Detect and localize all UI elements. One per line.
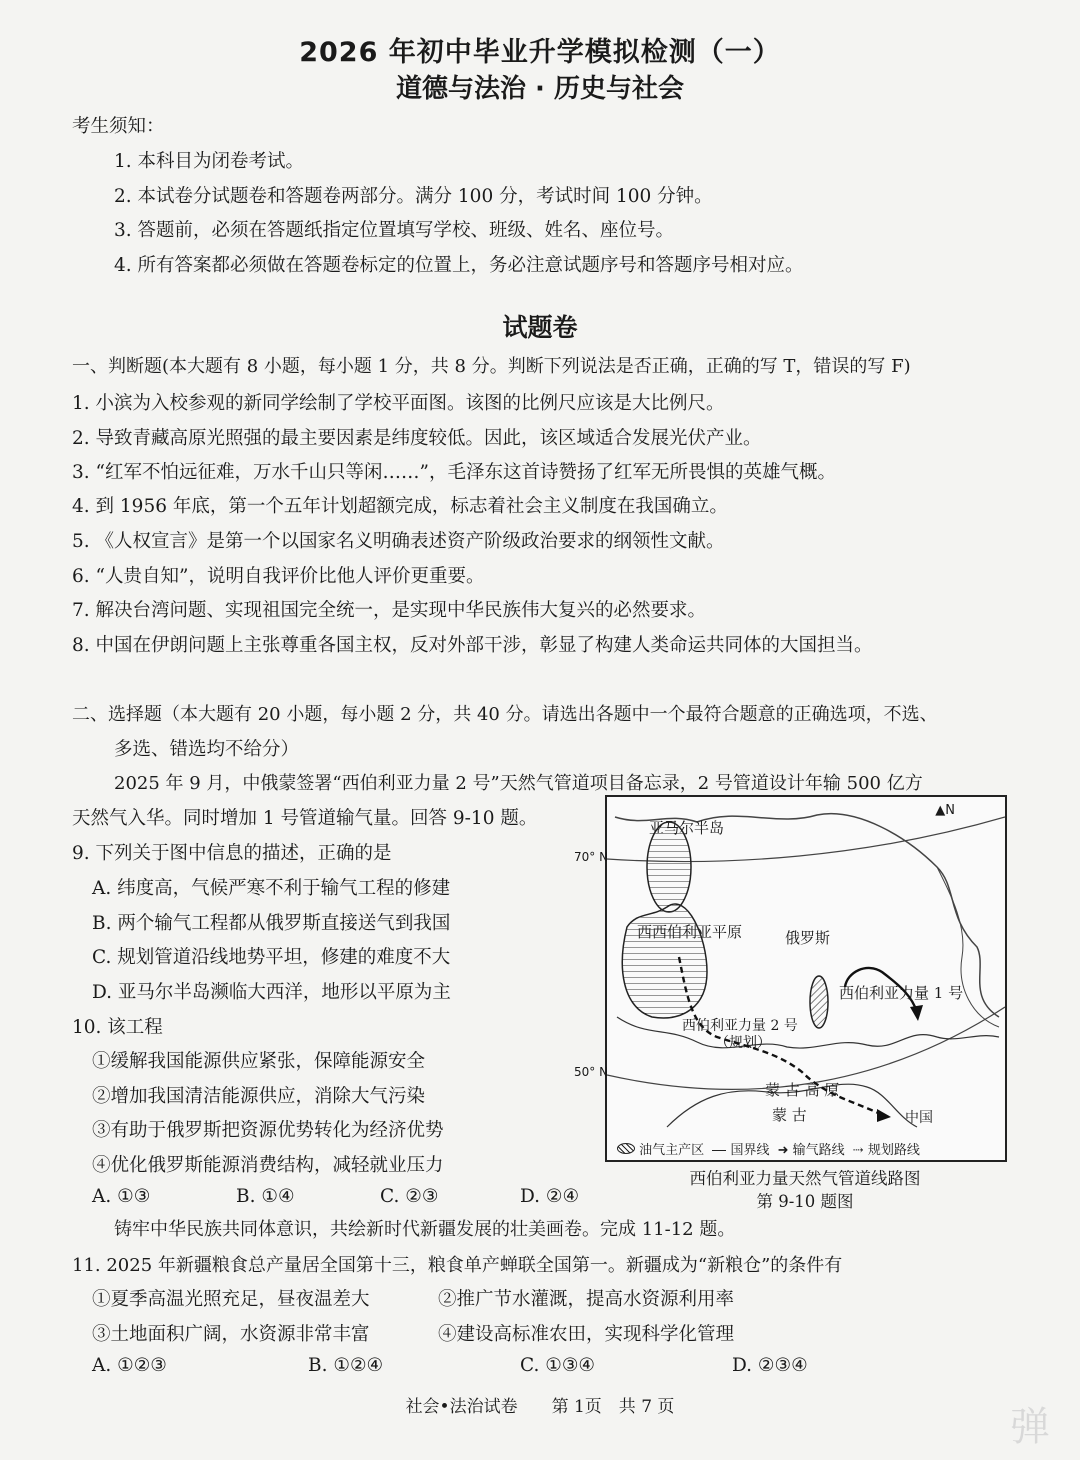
map-legend: 油气主产区 国界线 ➜ 输气路线 ⇢ 规划路线 bbox=[617, 1139, 920, 1158]
q11-option: B. ①②④ bbox=[308, 1355, 384, 1376]
passage: 2025 年 9 月，中俄蒙签署“西伯利亚力量 2 号”天然气管道项目备忘录，2 号管道设计年输 500 亿方 bbox=[114, 773, 923, 794]
q10-statement: ③有助于俄罗斯把资源优势转化为经济优势 bbox=[92, 1120, 444, 1141]
notice-item: 4. 所有答案都必须做在答题卷标定的位置上，务必注意试题序号和答题序号相对应。 bbox=[114, 255, 804, 276]
legend-item: 规划路线 bbox=[867, 1143, 920, 1158]
map-label: 西西伯利亚平原 bbox=[637, 923, 743, 941]
paper-title: 试题卷 bbox=[502, 313, 578, 342]
route-1-arrow bbox=[910, 1005, 923, 1021]
map-label: 亚马尔半岛 bbox=[649, 819, 725, 837]
q10-option: A. ①③ bbox=[92, 1186, 151, 1207]
notice-heading: 考生须知： bbox=[72, 116, 165, 137]
question-item: 4. 到 1956 年底，第一个五年计划超额完成，标志着社会主义制度在我国确立。 bbox=[72, 496, 728, 517]
q10-option: D. ②④ bbox=[520, 1186, 580, 1207]
q10-option: B. ①④ bbox=[236, 1186, 295, 1207]
notice-item: 1. 本科目为闭卷考试。 bbox=[114, 151, 305, 172]
exam-title: 2026 年初中毕业升学模拟检测（一） bbox=[299, 37, 781, 68]
question-item: 2. 导致青藏高原光照强的最主要因素是纬度较低。因此，该区域适合发展光伏产业。 bbox=[72, 428, 762, 449]
q11-statement: ②推广节水灌溉，提高水资源利用率 bbox=[438, 1289, 735, 1310]
passage: 铸牢中华民族共同体意识，共绘新时代新疆发展的壮美画卷。完成 11-12 题。 bbox=[114, 1219, 736, 1240]
map-label: （规划） bbox=[715, 1035, 771, 1051]
part1-heading: 一、判断题(本大题有 8 小题，每小题 1 分，共 8 分。判断下列说法是否正确，正确的写 T，错误的写 F) bbox=[72, 356, 911, 377]
part2-heading-cont: 多选、错选均不给分） bbox=[114, 739, 300, 760]
q11-option: D. ②③④ bbox=[732, 1355, 808, 1376]
question-item: 6. “人贵自知”，说明自我评价比他人评价更重要。 bbox=[72, 566, 485, 587]
q10-stem: 10. 该工程 bbox=[72, 1017, 163, 1038]
question-item: 5. 《人权宣言》是第一个以国家名义明确表述资产阶级政治要求的纲领性文献。 bbox=[72, 531, 725, 552]
q11-stem: 11. 2025 年新疆粮食总产量居全国第十三，粮食单产蝉联全国第一。新疆成为“新粮仓”的条件有 bbox=[72, 1255, 843, 1276]
map-label: 西伯利亚力量 2 号 bbox=[682, 1018, 798, 1034]
question-item: 3. “红军不怕远征难，万水千山只等闲……”，毛泽东这首诗赞扬了红军无所畏惧的英雄气概。 bbox=[72, 462, 836, 483]
q10-statement: ②增加我国清洁能源供应，消除大气污染 bbox=[92, 1086, 426, 1107]
q11-statement: ①夏季高温光照充足，昼夜温差大 bbox=[92, 1289, 370, 1310]
passage: 天然气入华。同时增加 1 号管道输气量。回答 9-10 题。 bbox=[72, 808, 538, 829]
q9-stem: 9. 下列关于图中信息的描述，正确的是 bbox=[72, 843, 392, 864]
q9-option: B. 两个输气工程都从俄罗斯直接送气到我国 bbox=[92, 913, 451, 934]
q11-statement: ④建设高标准农田，实现科学化管理 bbox=[438, 1324, 735, 1345]
q9-option: D. 亚马尔半岛濒临大西洋，地形以平原为主 bbox=[92, 982, 451, 1003]
question-item: 7. 解决台湾问题、实现祖国完全统一，是实现中华民族伟大复兴的必然要求。 bbox=[72, 600, 707, 621]
map-label: 西伯利亚力量 1 号 bbox=[839, 984, 964, 1002]
q9-option: A. 纬度高，气候严寒不利于输气工程的修建 bbox=[92, 878, 451, 899]
q10-statement: ①缓解我国能源供应紧张，保障能源安全 bbox=[92, 1051, 426, 1072]
map-label: 中国 bbox=[905, 1110, 933, 1126]
map-caption: 西伯利亚力量天然气管道线路图 bbox=[689, 1169, 921, 1188]
question-item: 8. 中国在伊朗问题上主张尊重各国主权，反对外部干涉，彰显了构建人类命运共同体的大国担当。 bbox=[72, 635, 873, 656]
map-label: 俄罗斯 bbox=[785, 929, 831, 947]
legend-item: 输气路线 bbox=[792, 1143, 845, 1158]
question-item: 1. 小滨为入校参观的新同学绘制了学校平面图。该图的比例尺应该是大比例尺。 bbox=[72, 393, 725, 414]
legend-item: 油气主产区 bbox=[639, 1143, 705, 1158]
q9-option: C. 规划管道沿线地势平坦，修建的难度不大 bbox=[92, 947, 451, 968]
legend-item: 国界线 bbox=[730, 1143, 770, 1158]
map-subcaption: 第 9-10 题图 bbox=[756, 1192, 854, 1211]
watermark: 弹 bbox=[1010, 1404, 1050, 1450]
q11-option: A. ①②③ bbox=[92, 1355, 167, 1376]
gas-field-east bbox=[810, 976, 828, 1028]
map-lat-label: 50° N bbox=[574, 1065, 609, 1079]
q10-option: C. ②③ bbox=[380, 1186, 439, 1207]
q10-statement: ④优化俄罗斯能源消费结构，减轻就业压力 bbox=[92, 1155, 444, 1176]
notice-item: 2. 本试卷分试题卷和答题卷两部分。满分 100 分，考试时间 100 分钟。 bbox=[114, 186, 713, 207]
q11-option: C. ①③④ bbox=[520, 1355, 596, 1376]
north-arrow: ▲N bbox=[935, 803, 955, 818]
map-label: 蒙 古 bbox=[772, 1106, 807, 1124]
map-lat-label: 70° N bbox=[574, 850, 609, 864]
planned-route-arrow bbox=[877, 1109, 891, 1122]
pipeline-map bbox=[605, 795, 1007, 1162]
q11-statement: ③土地面积广阔，水资源非常丰富 bbox=[92, 1324, 370, 1345]
border-line bbox=[617, 1017, 999, 1048]
map-label: 蒙 古 高 原 bbox=[765, 1081, 840, 1099]
notice-item: 3. 答题前，必须在答题纸指定位置填写学校、班级、姓名、座位号。 bbox=[114, 220, 675, 241]
exam-subtitle: 道德与法治 · 历史与社会 bbox=[396, 74, 684, 104]
page-footer: 社会•法治试卷 第 1页 共 7 页 bbox=[405, 1397, 675, 1417]
part2-heading: 二、选择题（本大题有 20 小题，每小题 2 分，共 40 分。请选出各题中一个最符合题意的正确选项，不选、 bbox=[72, 704, 938, 725]
kamchatka bbox=[937, 867, 999, 1027]
